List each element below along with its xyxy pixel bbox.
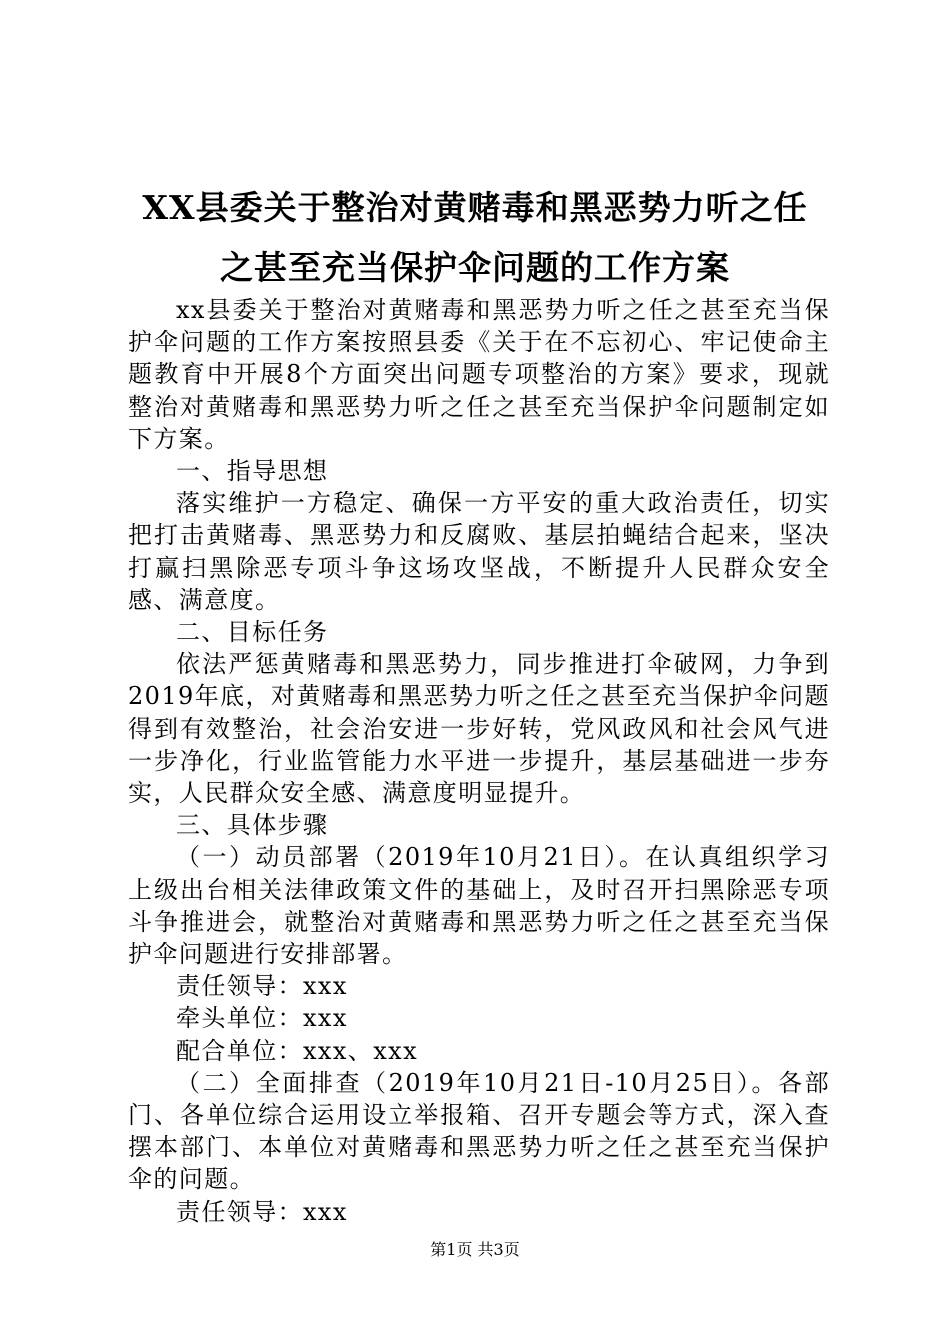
document-title-line-1: XX县委关于整治对黄赌毒和黑恶势力听之任	[142, 188, 808, 227]
cooperating-unit-line: 配合单位：xxx、xxx	[176, 1036, 419, 1065]
step-paragraph: （二）全面排查（2019年10月21日-10月25日）。各部门、各单位综合运用设立举报箱、召开专题会等方式，深入查摆本部门、本单位对黄赌毒和黑恶势力听之任之甚至充当保护伞的问题。	[128, 1068, 830, 1194]
body-paragraph: 依法严惩黄赌毒和黑恶势力，同步推进打伞破网，力争到2019年底，对黄赌毒和黑恶势力听之任之甚至充当保护伞问题得到有效整治，社会治安进一步好转，党风政风和社会风气进一步净化，行业监管能力水平进一步提升，基层基础进一步夯实，人民群众安全感、满意度明显提升。	[128, 650, 830, 808]
section-heading-steps: 三、具体步骤	[176, 811, 329, 840]
intro-paragraph: xx县委关于整治对黄赌毒和黑恶势力听之任之甚至充当保护伞问题的工作方案按照县委《关于在不忘初心、牢记使命主题教育中开展8个方面突出问题专项整治的方案》要求，现就整治对黄赌毒和黑恶势力听之任之甚至充当保护伞问题制定如下方案。	[128, 296, 830, 453]
document-title-line-2: 之甚至充当保护伞问题的工作方案	[220, 248, 730, 287]
step-paragraph: （一）动员部署（2019年10月21日）。在认真组织学习上级出台相关法律政策文件的基础上，及时召开扫黑除恶专项斗争推进会，就整治对黄赌毒和黑恶势力听之任之甚至充当保护伞问题进行安排部署。	[128, 843, 830, 969]
responsible-leader-line: 责任领导：xxx	[176, 972, 348, 1001]
body-paragraph: 落实维护一方稳定、确保一方平安的重大政治责任，切实把打击黄赌毒、黑恶势力和反腐败、基层拍蝇结合起来，坚决打赢扫黑除恶专项斗争这场攻坚战，不断提升人民群众安全感、满意度。	[128, 489, 830, 614]
page-number-footer: 第1页 共3页	[430, 1240, 520, 1259]
section-heading-guiding-thought: 一、指导思想	[176, 457, 329, 486]
section-heading-goals: 二、目标任务	[176, 618, 329, 647]
responsible-leader-line: 责任领导：xxx	[176, 1197, 348, 1226]
lead-unit-line: 牵头单位：xxx	[176, 1004, 348, 1033]
document-body	[128, 294, 830, 1228]
